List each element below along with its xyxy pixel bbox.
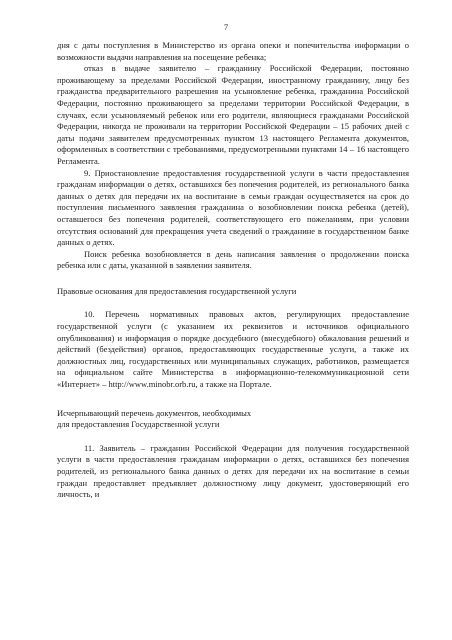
document-body: [57, 40, 409, 501]
paragraph-refusal: отказ в выдаче заявителю – гражданину Российской Федерации, постоянно проживающему за пределами Российской Федерации, иностранному гражданину, лицу без гражданства предварительного разрешения на усыновление ребенка, гражданина Российской Федерации, постоянно проживающего за пределами территории Российской Федерации, в случаях, если усыновляемый ребенок или его родители, являющиеся гражданами Российской Федерации, никогда не проживали на территории Российской Федерации – 15 рабочих дней с даты подачи заявителем предусмотренных пунктом 13 настоящего Регламента документов, оформленных в соответствии с требованиями, предусмотренными пунктами 14 – 16 настоящего Регламента.: [57, 63, 409, 166]
heading-legal-basis: Правовые основания для предоставления государственной услуги: [57, 285, 297, 296]
heading-documents-line1: Исчерпывающий перечень документов, необходимых: [57, 407, 252, 418]
page-number: 7: [223, 22, 229, 32]
paragraph-continuation: дня с даты поступления в Министерство из органа опеки и попечительства информации о возможности выдачи направления на посещение ребенка;: [57, 40, 409, 62]
paragraph-10-regulations: 10. Перечень нормативных правовых актов, регулирующих предоставление государственной услуги (с указанием их реквизитов и источников официального опубликования) и информация о порядке досудебного (внесудебного) обжалования решений и действий (бездействия) органов, предоставляющих государственные услуги, а также их должностных лиц, государственных или муниципальных служащих, работников, размещается на официальном сайте Министерства в информационно-телекоммуникационной сети «Интернет» – http://www.minobr.orb.ru, а также на Портале.: [57, 309, 409, 390]
heading-documents-line2: для предоставления Государственной услуги: [57, 419, 220, 430]
paragraph-11-applicant: 11. Заявитель – гражданин Российской Федерации для получения государственной услуги в части предоставления гражданам информации о детях, оставшихся без попечения родителей, из регионального банка данных о детях для передачи их на воспитание в семьи граждан предоставляет предъявляет должностному лицу документ, удостоверяющий его личность, и: [57, 442, 409, 500]
paragraph-9-suspension: 9. Приостановление предоставления государственной услуги в части предоставления гражданам информации о детях, оставшихся без попечения родителей, из регионального банка данных о детях для передачи их на воспитание в семьи граждан осуществляется на срок до поступления письменного заявления гражданина о возобновлении поиска ребенка (детей), оставшегося без попечения родителей, соответствующего его пожеланиям, при условии отсутствия оснований для прекращения учета сведений о гражданине в государственном банке данных о детях.: [57, 167, 409, 248]
paragraph-search-resume: Поиск ребенка возобновляется в день написания заявления о продолжении поиска ребенка или с даты, указанной в заявлении заявителя.: [57, 248, 409, 271]
